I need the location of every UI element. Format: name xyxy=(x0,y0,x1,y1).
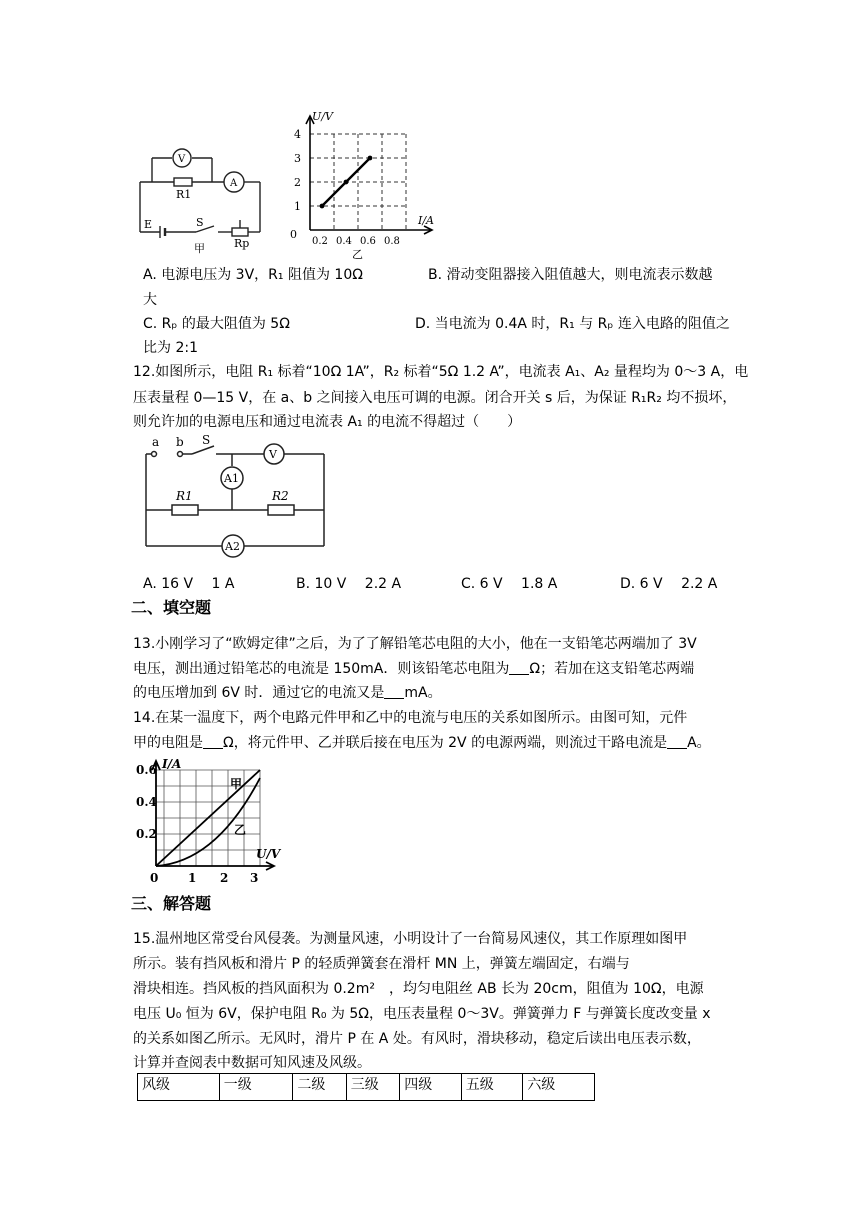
q11-option-b-cont: 大 xyxy=(143,292,157,308)
q12-terminal-b: b xyxy=(176,435,184,449)
q14-blank-resistance[interactable] xyxy=(203,734,223,749)
q14-xtick: 3 xyxy=(250,871,259,885)
q11-yi-origin: 0 xyxy=(290,228,297,241)
table-cell: 三级 xyxy=(346,1074,399,1101)
section-heading-solve: 三、解答题 xyxy=(131,894,212,913)
q11-option-a: A. 电源电压为 3V，R₁ 阻值为 10Ω xyxy=(143,267,363,283)
q14-line2-mid: Ω，将元件甲、乙并联后接在电压为 2V 的电源两端，则流过干路电流是 xyxy=(223,735,668,751)
table-cell: 四级 xyxy=(400,1074,462,1101)
q11-jia-r1-label: R1 xyxy=(176,188,192,201)
section-heading-fill-in: 二、填空题 xyxy=(131,598,212,617)
q11-yi-xtick: 0.4 xyxy=(336,236,352,247)
table-row xyxy=(138,1074,595,1101)
q12-switch-label: S xyxy=(202,434,211,447)
q11-yi-ytick: 4 xyxy=(294,128,301,141)
q11-yi-xtick: 0.6 xyxy=(360,236,376,247)
q14-ytick: 0.6 xyxy=(136,763,157,777)
q11-yi-xtick: 0.8 xyxy=(384,236,400,247)
q14-ytick: 0.4 xyxy=(136,795,157,809)
q12-text-line1: 12.如图所示，电阻 R₁ 标着“10Ω 1A”，R₂ 标着“5Ω 1.2 A”，电流表 A₁、A₂ 量程均为 0～3 A，电 xyxy=(133,364,749,380)
table-cell: 五级 xyxy=(461,1074,523,1101)
q15-line3: 滑块相连。挡风板的挡风面积为 0.2m² ，均匀电阻丝 AB 长为 20cm，阻值为 10Ω，电源 xyxy=(133,981,704,997)
q14-origin: 0 xyxy=(150,871,159,885)
q14-line1: 14.在某一温度下，两个电路元件甲和乙中的电流与电压的关系如图所示。由图可知，元件 xyxy=(133,710,688,726)
q14-iu-graph xyxy=(136,758,296,886)
q11-yi-ylabel: U/V xyxy=(312,110,333,123)
q13-blank-current[interactable] xyxy=(384,684,404,699)
q15-line2: 所示。装有挡风板和滑片 P 的轻质弹簧套在滑杆 MN 上，弹簧左端固定，右端与 xyxy=(133,956,630,972)
q11-yi-xlabel: I/A xyxy=(418,214,434,227)
q11-yi-ytick: 1 xyxy=(294,200,301,213)
q14-ytick: 0.2 xyxy=(136,827,157,841)
q12-a2-label: A2 xyxy=(225,540,240,553)
q11-jia-v-label: V xyxy=(178,154,186,165)
q11-yi-xtick: 0.2 xyxy=(312,236,328,247)
q14-line2-start: 甲的电阻是 xyxy=(133,735,203,751)
q14-line2-end: A。 xyxy=(687,735,711,751)
q14-xlabel: U/V xyxy=(256,847,281,861)
q15-line5: 的关系如图乙所示。无风时，滑片 P 在 A 处。有风时，滑块移动，稳定后读出电压表示数， xyxy=(133,1031,701,1047)
q12-terminal-a: a xyxy=(152,435,160,449)
q14-line2 xyxy=(133,730,711,756)
q12-a1-label: A1 xyxy=(224,472,239,485)
q12-text-line3: 则允许加的电源电压和通过电流表 A₁ 的电流不得超过（ ） xyxy=(133,414,522,430)
q11-option-b: B. 滑动变阻器接入阻值越大，则电流表示数越 xyxy=(428,267,713,283)
q12-voltmeter-label: V xyxy=(269,448,277,461)
q13-line3-start: 的电压增加到 6V 时．通过它的电流又是 xyxy=(133,685,385,701)
q11-jia-e-label: E xyxy=(144,218,153,231)
table-cell: 六级 xyxy=(523,1074,595,1101)
q11-yi-caption: 乙 xyxy=(352,248,363,260)
q12-r2-label: R2 xyxy=(272,489,289,503)
q13-line3-end: mA。 xyxy=(404,685,442,701)
q15-line4: 电压 U₀ 恒为 6V，保护电阻 R₀ 为 5Ω，电压表量程 0～3V。弹簧弹力 F 与弹簧长度改变量 x xyxy=(133,1006,711,1022)
q14-xtick: 2 xyxy=(220,871,229,885)
q11-option-c: C. Rₚ 的最大阻值为 5Ω xyxy=(143,316,290,332)
table-cell: 一级 xyxy=(219,1074,293,1101)
q11-option-d-cont: 比为 2:1 xyxy=(143,340,198,356)
q13-line2 xyxy=(133,656,694,682)
q14-xtick: 1 xyxy=(188,871,197,885)
q11-jia-a-label: A xyxy=(230,178,238,189)
q12-r1-label: R1 xyxy=(176,489,193,503)
q12-option-a: A. 16 V 1 A xyxy=(143,576,235,592)
q12-text-line2: 压表量程 0—15 V，在 a、b 之间接入电压可调的电源。闭合开关 s 后，为保证 R₁R₂ 均不损坏， xyxy=(133,390,737,406)
q15-line6: 计算并查阅表中数据可知风速及风级。 xyxy=(133,1055,371,1071)
q13-line2-start: 电压，测出通过铅笔芯的电流是 150mA．则该铅笔芯电阻为 xyxy=(133,661,510,677)
q12-option-b: B. 10 V 2.2 A xyxy=(296,576,402,592)
q15-wind-table xyxy=(137,1073,595,1101)
q11-circuit-jia xyxy=(136,140,266,255)
q14-label-yi: 乙 xyxy=(234,823,247,837)
q12-option-d: D. 6 V 2.2 A xyxy=(620,576,718,592)
q11-option-d: D. 当电流为 0.4A 时，R₁ 与 Rₚ 连入电路的阻值之 xyxy=(415,316,730,332)
q15-line1: 15.温州地区常受台风侵袭。为测量风速，小明设计了一台简易风速仪，其工作原理如图甲 xyxy=(133,931,688,947)
q13-line3 xyxy=(133,680,442,706)
table-cell: 风级 xyxy=(138,1074,220,1101)
q14-ylabel: I/A xyxy=(162,758,182,771)
q14-blank-current[interactable] xyxy=(667,734,687,749)
q11-yi-ytick: 2 xyxy=(294,176,301,189)
q11-jia-caption: 甲 xyxy=(194,242,205,255)
q13-line2-end: Ω；若加在这支铅笔芯两端 xyxy=(529,661,695,677)
q12-circuit xyxy=(136,434,336,568)
q11-yi-ytick: 3 xyxy=(294,152,301,165)
q11-jia-s-label: S xyxy=(196,216,204,229)
q11-graph-yi xyxy=(282,108,442,260)
q14-label-jia: 甲 xyxy=(230,777,243,791)
q13-blank-resistance[interactable] xyxy=(509,660,529,675)
q12-option-c: C. 6 V 1.8 A xyxy=(461,576,558,592)
q13-line1: 13.小刚学习了“欧姆定律”之后，为了了解铅笔芯电阻的大小，他在一支铅笔芯两端加了 3V xyxy=(133,636,697,652)
table-cell: 二级 xyxy=(293,1074,346,1101)
q11-jia-rp-label: Rp xyxy=(234,237,250,250)
